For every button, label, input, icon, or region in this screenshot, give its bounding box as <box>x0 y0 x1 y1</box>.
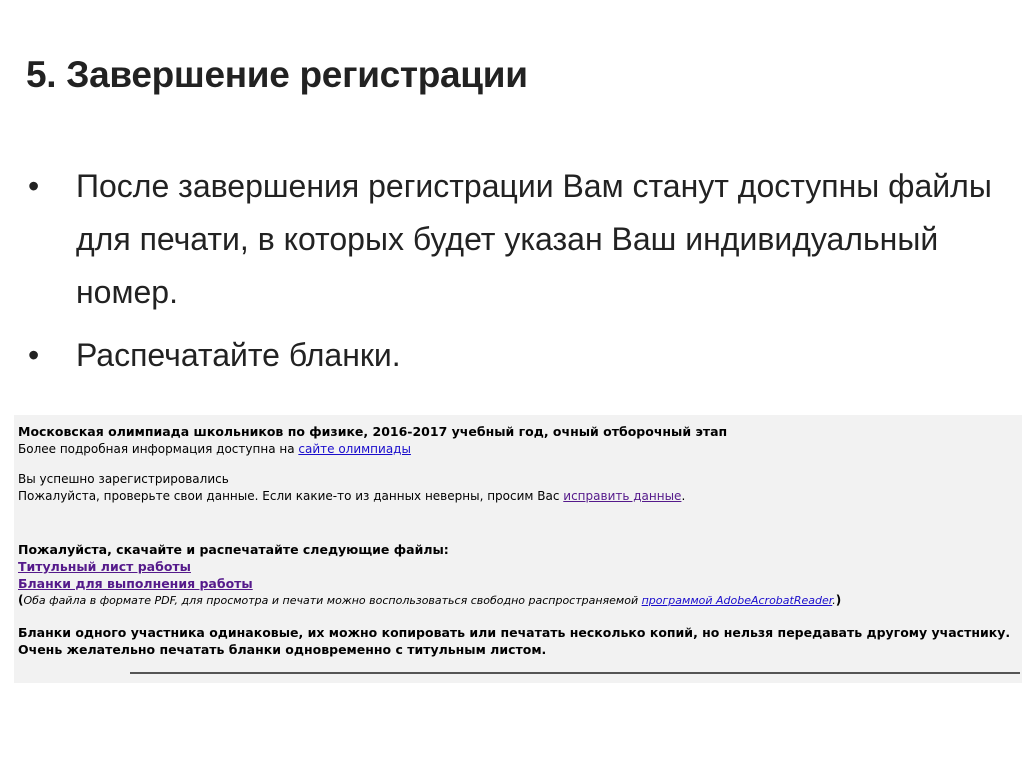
registration-screenshot <box>14 415 1022 683</box>
bullet-list <box>28 160 1008 392</box>
bullet-text: После завершения регистрации Вам станут доступны файлы для печати, в которых будет указан Ваш индивидуальный номер. <box>76 168 992 310</box>
bullet-text: Распечатайте бланки. <box>76 337 401 373</box>
bullet-icon: • <box>28 168 40 204</box>
olympiad-site-link[interactable]: сайте олимпиады <box>298 442 411 456</box>
check-line <box>18 489 685 503</box>
success-message: Вы успешно зарегистрировались <box>18 472 229 486</box>
edit-data-link[interactable]: исправить данные <box>563 489 682 503</box>
note-dot: . <box>832 594 836 607</box>
info-line <box>18 442 411 456</box>
pdf-note <box>18 593 841 607</box>
note-open: ( <box>18 593 24 607</box>
note-text: Оба файла в формате PDF, для просмотра и печати можно воспользоваться свободно распространяемой <box>23 594 642 607</box>
acrobat-reader-link[interactable]: программой AdobeAcrobatReader <box>641 594 833 607</box>
info-text: Более подробная информация доступна на <box>18 442 299 456</box>
warning-copy: Бланки одного участника одинаковые, их можно копировать или печатать несколько копий, но нельзя передавать другому участнику. <box>18 625 1011 640</box>
bullet-item <box>28 160 1008 319</box>
check-text: Пожалуйста, проверьте свои данные. Если какие-то из данных неверны, просим Вас <box>18 489 564 503</box>
download-heading: Пожалуйста, скачайте и распечатайте следующие файлы: <box>18 542 449 557</box>
bullet-item <box>28 329 1008 382</box>
title-page-link[interactable]: Титульный лист работы <box>18 559 191 574</box>
warning-print-together: Очень желательно печатать бланки одновременно с титульным листом. <box>18 642 547 657</box>
slide-title: 5. Завершение регистрации <box>26 54 528 95</box>
horizontal-rule <box>130 672 1020 674</box>
answer-forms-link[interactable]: Бланки для выполнения работы <box>18 576 253 591</box>
note-close: ) <box>835 593 842 607</box>
olympiad-heading: Московская олимпиада школьников по физике, 2016-2017 учебный год, очный отборочный этап <box>18 424 728 439</box>
check-suffix: . <box>681 489 686 503</box>
bullet-icon: • <box>28 337 40 373</box>
